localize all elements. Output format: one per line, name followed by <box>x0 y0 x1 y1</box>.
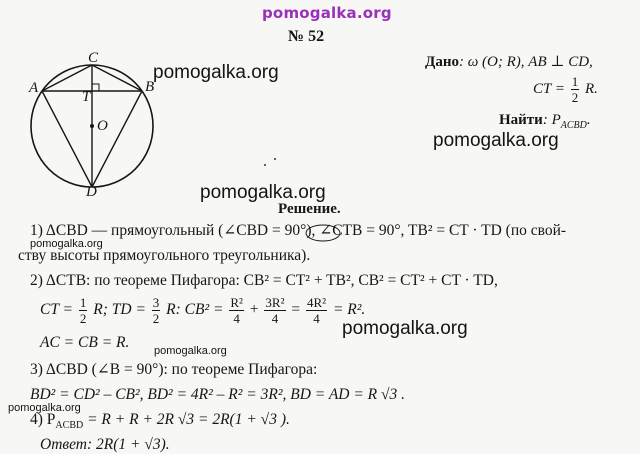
solution-line-1: 1) ΔCBD — прямоугольный (∠CBD = 90°), ∠CTB = 90°, TB² = CT · TD (по свой- <box>30 222 567 239</box>
segment-ac <box>42 65 92 91</box>
solution-heading: Решение. <box>278 201 341 217</box>
solution-line-8: 4) $P_{ACBD} = R + R + 2R$ √3 = 2R(1 + √3 ). <box>30 411 290 432</box>
given-ct-fraction: $\frac{1}{2}$ <box>571 74 579 105</box>
find-line: Найти: $P_{ACBD}$. <box>499 112 591 131</box>
stray-dot <box>274 158 276 160</box>
segment-bd <box>92 91 142 187</box>
right-angle-mark <box>92 84 99 91</box>
watermark-7: pomogalka.org <box>8 402 81 414</box>
given-label: Дано <box>425 54 459 70</box>
solution-line-4: CT = $\frac{1}{2}$ R; TD = $\frac{3}{2}$ R: CB² = $\frac{\text{R²}}{4}$ + $\frac{\text{3R²}}{4}$ = $\frac{\text{4R²}}{4}$ = R². <box>40 295 366 326</box>
watermark-3: pomogalka.org <box>200 182 326 203</box>
given-line <box>425 52 593 71</box>
label-o: O <box>97 118 108 134</box>
watermark-6: pomogalka.org <box>154 345 227 357</box>
center-point <box>90 124 94 128</box>
watermark-4: pomogalka.org <box>342 318 468 339</box>
given-ct-tail: R. <box>584 80 598 97</box>
given-ct-lhs: CT = <box>533 80 565 97</box>
watermark-top: pomogalka.org <box>262 4 392 22</box>
label-a: A <box>29 80 39 96</box>
solution-line-5: AC = CB = R. <box>40 334 130 351</box>
solution-answer: Ответ: 2R(1 + √3). <box>40 436 170 453</box>
solution-line-2: ству высоты прямоугольного треугольника). <box>18 247 311 264</box>
given-text: : ω (O; R), AB ⊥ CD, <box>458 54 593 70</box>
solution-line-3: 2) ΔCTB: по теореме Пифагора: CB² = CT² + TB², CB² = CT² + CT · TD, <box>30 272 498 289</box>
find-label: Найти <box>499 112 543 128</box>
solution-line-7: BD² = CD² – CB², BD² = 4R² – R² = 3R², BD = AD = R √3 . <box>30 386 406 403</box>
stray-dot <box>264 164 266 166</box>
label-t: T <box>82 89 91 105</box>
label-d: D <box>86 184 97 200</box>
watermark-5: pomogalka.org <box>30 238 103 250</box>
problem-number: № 52 <box>288 28 325 45</box>
solution-line-6: 3) ΔCBD (∠B = 90°): по теореме Пифагора: <box>30 361 318 378</box>
label-b: B <box>145 79 155 95</box>
given-ct <box>533 75 598 104</box>
label-c: C <box>88 50 99 66</box>
watermark-1: pomogalka.org <box>153 62 279 83</box>
watermark-2: pomogalka.org <box>433 130 559 151</box>
